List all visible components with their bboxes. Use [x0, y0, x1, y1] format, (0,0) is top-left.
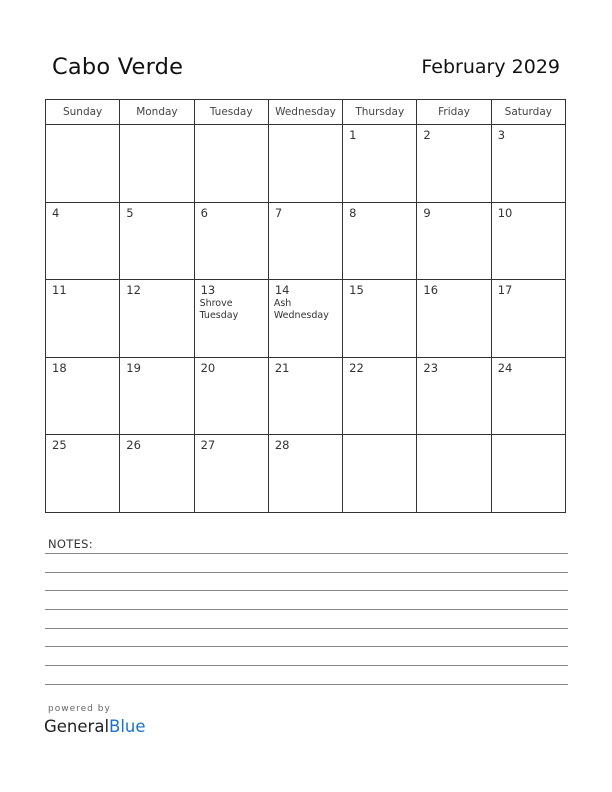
calendar-day-cell	[46, 357, 120, 435]
note-line	[45, 590, 568, 591]
day-number	[195, 125, 268, 128]
calendar-day-cell	[194, 435, 268, 513]
day-number: 7	[274, 205, 283, 220]
holiday-label: Shrove Tuesday	[199, 298, 239, 322]
day-number: 22	[349, 360, 364, 375]
day-number: 1	[349, 128, 357, 142]
calendar-day-cell	[491, 280, 565, 358]
generalblue-logo	[44, 717, 146, 736]
brand-general: General	[44, 717, 110, 736]
calendar-day-cell	[120, 280, 194, 358]
calendar-day-cell	[343, 202, 417, 280]
weekday-friday: Friday	[417, 100, 491, 125]
day-number	[269, 125, 342, 128]
day-number: 13	[200, 283, 216, 298]
day-number: 20	[200, 360, 216, 375]
day-number: 4	[52, 205, 60, 220]
note-line	[45, 665, 568, 666]
day-number: 25	[52, 438, 67, 453]
day-number: 19	[126, 360, 141, 375]
calendar-day-cell	[194, 125, 268, 203]
calendar-day-cell	[491, 202, 565, 280]
note-line	[45, 646, 568, 647]
calendar-day-cell	[491, 125, 565, 203]
calendar-day-cell	[268, 202, 342, 280]
day-number: 26	[126, 438, 141, 453]
day-number: 12	[126, 283, 141, 298]
calendar-day-cell	[417, 357, 491, 435]
calendar-day-cell	[268, 125, 342, 203]
note-line	[45, 609, 568, 610]
month-title: February 2029	[421, 56, 560, 78]
calendar-day-cell	[417, 202, 491, 280]
weekday-wednesday: Wednesday	[268, 100, 342, 125]
day-number	[343, 435, 416, 438]
calendar-day-cell	[268, 357, 342, 435]
calendar-day-cell	[120, 435, 194, 513]
day-number: 9	[423, 205, 431, 220]
calendar-day-cell	[46, 435, 120, 513]
day-number: 10	[497, 205, 513, 220]
calendar-day-cell	[417, 280, 491, 358]
day-number: 18	[52, 360, 67, 375]
day-number: 3	[497, 128, 506, 142]
calendar-day-cell	[343, 125, 417, 203]
day-number: 14	[274, 283, 290, 298]
day-number: 28	[274, 438, 290, 453]
weekday-header-row	[46, 100, 566, 125]
day-number	[417, 435, 490, 438]
calendar-grid	[45, 99, 566, 513]
calendar-day-cell	[343, 435, 417, 513]
calendar-day-cell	[417, 435, 491, 513]
calendar-day-cell	[46, 125, 120, 203]
day-number: 2	[423, 128, 431, 142]
calendar-day-cell	[268, 280, 342, 358]
day-number: 21	[274, 360, 290, 375]
note-line	[45, 684, 568, 685]
day-number	[120, 125, 193, 128]
day-number: 24	[497, 360, 513, 375]
calendar-body	[46, 125, 566, 513]
day-number: 5	[126, 205, 134, 220]
note-line	[45, 572, 568, 573]
note-line	[45, 628, 568, 629]
calendar-day-cell	[194, 280, 268, 358]
calendar-day-cell	[120, 202, 194, 280]
day-number: 8	[349, 205, 357, 220]
notes-label: NOTES:	[48, 537, 93, 551]
day-number: 15	[349, 283, 364, 298]
day-number	[492, 435, 565, 438]
day-number: 23	[423, 360, 439, 375]
day-number	[46, 125, 119, 128]
calendar-day-cell	[343, 357, 417, 435]
calendar-day-cell	[491, 357, 565, 435]
calendar-day-cell	[194, 357, 268, 435]
calendar-day-cell	[46, 202, 120, 280]
day-number: 11	[52, 283, 67, 298]
day-number: 27	[200, 438, 216, 453]
weekday-thursday: Thursday	[343, 100, 417, 125]
calendar-day-cell	[120, 125, 194, 203]
calendar-week-row	[46, 357, 566, 435]
country-title: Cabo Verde	[52, 54, 184, 80]
note-line	[45, 553, 568, 554]
calendar-day-cell	[491, 435, 565, 513]
calendar-day-cell	[343, 280, 417, 358]
weekday-sunday: Sunday	[46, 100, 120, 125]
brand-blue: Blue	[109, 717, 146, 736]
calendar-day-cell	[268, 435, 342, 513]
calendar-day-cell	[194, 202, 268, 280]
calendar-day-cell	[120, 357, 194, 435]
weekday-monday: Monday	[120, 100, 194, 125]
calendar-week-row	[46, 435, 566, 513]
calendar-week-row	[46, 280, 566, 358]
calendar-day-cell	[46, 280, 120, 358]
day-number: 16	[423, 283, 439, 298]
weekday-saturday: Saturday	[491, 100, 565, 125]
calendar-day-cell	[417, 125, 491, 203]
calendar-week-row	[46, 202, 566, 280]
weekday-tuesday: Tuesday	[194, 100, 268, 125]
day-number: 17	[497, 283, 513, 298]
holiday-label: Ash Wednesday	[273, 298, 329, 322]
powered-by-text: powered by	[48, 704, 111, 714]
calendar-week-row	[46, 125, 566, 203]
day-number: 6	[200, 205, 208, 220]
